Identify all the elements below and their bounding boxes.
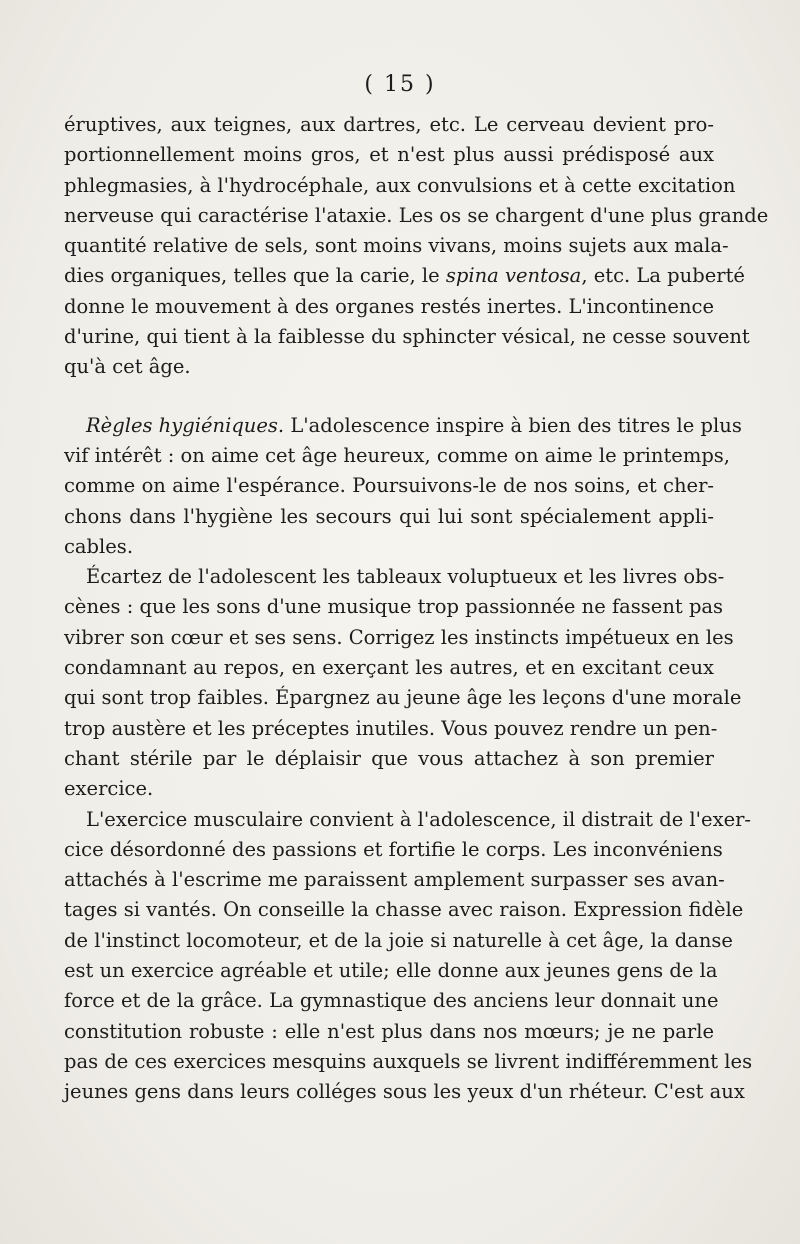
text-line: vif intérêt : on aime cet âge heureux, comme on aime le printemps, (64, 443, 731, 467)
text-line: cènes : que les sons d'une musique trop passionnée ne fassent pas (64, 595, 724, 619)
text-line-with-heading (64, 411, 742, 441)
text-line: cables. (64, 534, 134, 558)
paragraph-3 (64, 562, 742, 804)
paragraph-1 (64, 110, 769, 383)
text-run: dies organiques, telles que la carie, le (64, 264, 440, 288)
text-line: portionnellement moins gros, et n'est plus aussi prédisposé aux (64, 143, 714, 167)
text-line: de l'instinct locomoteur, et de la joie si naturelle à cet âge, la danse (64, 928, 733, 952)
text-line: Écartez de l'adolescent les tableaux voluptueux et les livres obs- (86, 565, 725, 589)
body-text (64, 110, 769, 1108)
text-line: exercice. (64, 777, 154, 801)
text-line: phlegmasies, à l'hydrocéphale, aux convulsions et à cette excitation (64, 173, 736, 197)
text-line: force et de la grâce. La gymnastique des anciens leur donnait une (64, 989, 719, 1013)
text-run: , etc. La puberté (581, 264, 745, 288)
text-line-with-italic (64, 261, 745, 291)
text-line: est un exercice agréable et utile; elle donne aux jeunes gens de la (64, 959, 718, 983)
section-heading: Règles hygiéniques. (86, 413, 285, 437)
text-line: attachés à l'escrime me paraissent amplement surpasser ses avan- (64, 868, 725, 892)
text-line: condamnant au repos, en exerçant les autres, et en excitant ceux (64, 656, 714, 680)
text-line: L'exercice musculaire convient à l'adolescence, il distrait de l'exer- (86, 807, 752, 831)
text-run: L'adolescence inspire à bien des titres le plus (290, 413, 742, 437)
text-line: qu'à cet âge. (64, 355, 191, 379)
paragraph-2 (64, 411, 742, 562)
text-line: chons dans l'hygiène les secours qui lui sont spécialement appli- (64, 504, 714, 528)
text-line: jeunes gens dans leurs colléges sous les yeux d'un rhéteur. C'est aux (64, 1080, 745, 1104)
text-line: tages si vantés. On conseille la chasse avec raison. Expression fidèle (64, 898, 744, 922)
text-line: nerveuse qui caractérise l'ataxie. Les os se chargent d'une plus grande (64, 203, 769, 227)
text-line: trop austère et les préceptes inutiles. Vous pouvez rendre un pen- (64, 716, 718, 740)
page-number: ( 15 ) (364, 72, 436, 97)
text-line: d'urine, qui tient à la faiblesse du sphincter vésical, ne cesse souvent (64, 325, 750, 349)
paragraph-4 (64, 805, 753, 1108)
text-line: donne le mouvement à des organes restés inertes. L'incontinence (64, 294, 714, 318)
text-line: quantité relative de sels, sont moins vivans, moins sujets aux mala- (64, 234, 729, 258)
text-line: qui sont trop faibles. Épargnez au jeune âge les leçons d'une morale (64, 686, 742, 710)
text-line: pas de ces exercices mesquins auxquels se livrent indifféremment les (64, 1049, 753, 1073)
italic-term: spina ventosa (445, 264, 582, 288)
text-line: cice désordonné des passions et fortifie le corps. Les inconvéniens (64, 837, 723, 861)
text-line: vibrer son cœur et ses sens. Corrigez les instincts impétueux en les (64, 625, 734, 649)
text-line: éruptives, aux teignes, aux dartres, etc. Le cerveau devient pro- (64, 113, 714, 136)
text-line: comme on aime l'espérance. Poursuivons-le de nos soins, et cher- (64, 474, 714, 498)
text-line: chant stérile par le déplaisir que vous attachez à son premier (64, 746, 714, 770)
text-line: constitution robuste : elle n'est plus dans nos mœurs; je ne parle (64, 1019, 714, 1043)
